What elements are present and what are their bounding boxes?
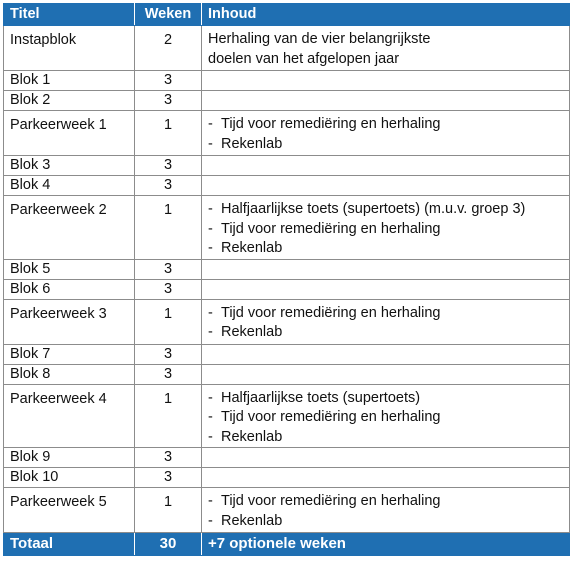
row-content	[202, 468, 570, 488]
content-text: doelen van het afgelopen jaar	[208, 50, 400, 67]
content-text: Rekenlab	[221, 240, 283, 256]
header-weeks: Weken	[135, 4, 202, 26]
content-line	[208, 135, 569, 155]
table-row	[4, 259, 570, 279]
row-weeks: 1	[135, 196, 202, 260]
row-weeks: 3	[135, 448, 202, 468]
row-content	[202, 364, 570, 384]
table-row	[4, 156, 570, 176]
table-row	[4, 448, 570, 468]
row-title: Blok 2	[4, 91, 135, 111]
row-content	[202, 71, 570, 91]
content-line	[208, 220, 569, 240]
row-content	[202, 344, 570, 364]
table-row	[4, 176, 570, 196]
content-line	[208, 389, 569, 409]
row-title: Blok 4	[4, 176, 135, 196]
bullet-marker: -	[208, 389, 213, 406]
table-row	[4, 279, 570, 299]
content-line	[208, 323, 569, 343]
row-title: Blok 9	[4, 448, 135, 468]
content-line	[208, 428, 569, 448]
content-text: Halfjaarlijkse toets (supertoets)	[221, 389, 421, 406]
total-weeks: 30	[135, 533, 202, 556]
total-extra: +7 optionele weken	[202, 533, 570, 556]
row-title: Blok 6	[4, 279, 135, 299]
row-content	[202, 156, 570, 176]
bullet-marker: -	[208, 135, 213, 152]
row-content	[202, 488, 570, 533]
row-content	[202, 448, 570, 468]
row-weeks: 3	[135, 71, 202, 91]
bullet-marker: -	[208, 304, 213, 321]
row-title: Blok 10	[4, 468, 135, 488]
table-row	[4, 384, 570, 448]
row-weeks: 3	[135, 259, 202, 279]
content-line	[208, 50, 569, 70]
table-row	[4, 91, 570, 111]
bullet-marker: -	[208, 201, 213, 217]
content-text: Rekenlab	[221, 324, 283, 340]
content-text: Tijd voor remediëring en herhaling	[221, 304, 441, 321]
content-text: Halfjaarlijkse toets (supertoets) (m.u.v. groep 3)	[221, 201, 526, 217]
content-text: Tijd voor remediëring en herhaling	[221, 220, 441, 237]
table-row	[4, 71, 570, 91]
row-weeks: 3	[135, 176, 202, 196]
row-title: Parkeerweek 2	[4, 196, 135, 260]
content-text: Rekenlab	[221, 135, 283, 152]
table-row	[4, 111, 570, 156]
row-weeks: 3	[135, 364, 202, 384]
content-text: Rekenlab	[221, 512, 283, 529]
row-content	[202, 196, 570, 260]
content-line	[208, 512, 569, 532]
bullet-marker: -	[208, 409, 213, 425]
bullet-marker: -	[208, 116, 213, 132]
bullet-marker: -	[208, 428, 213, 445]
header-title: Titel	[4, 4, 135, 26]
content-text: Tijd voor remediëring en herhaling	[221, 409, 441, 425]
bullet-marker: -	[208, 512, 213, 529]
row-title: Blok 3	[4, 156, 135, 176]
row-content	[202, 259, 570, 279]
row-content	[202, 384, 570, 448]
row-weeks: 1	[135, 111, 202, 156]
row-title: Parkeerweek 1	[4, 111, 135, 156]
content-text: Rekenlab	[221, 428, 283, 445]
header-content: Inhoud	[202, 4, 570, 26]
row-content	[202, 111, 570, 156]
total-label: Totaal	[4, 533, 135, 556]
content-line	[208, 30, 569, 50]
row-title: Instapblok	[4, 26, 135, 71]
row-title: Blok 7	[4, 344, 135, 364]
row-title: Blok 5	[4, 259, 135, 279]
bullet-marker: -	[208, 493, 213, 509]
content-line	[208, 492, 569, 512]
row-title: Parkeerweek 5	[4, 488, 135, 533]
row-weeks: 3	[135, 156, 202, 176]
table-body	[4, 26, 570, 533]
table-row	[4, 488, 570, 533]
content-text: Tijd voor remediëring en herhaling	[221, 493, 441, 509]
content-text: Herhaling van de vier belangrijkste	[208, 31, 431, 47]
row-weeks: 2	[135, 26, 202, 71]
bullet-marker: -	[208, 240, 213, 256]
row-weeks: 3	[135, 468, 202, 488]
table-row	[4, 468, 570, 488]
schedule-table	[3, 3, 570, 556]
table-row	[4, 344, 570, 364]
table-row	[4, 364, 570, 384]
table-footer	[4, 533, 570, 556]
table-header	[4, 4, 570, 26]
row-title: Blok 8	[4, 364, 135, 384]
row-weeks: 1	[135, 384, 202, 448]
row-weeks: 3	[135, 279, 202, 299]
row-content	[202, 26, 570, 71]
row-weeks: 3	[135, 344, 202, 364]
row-weeks: 1	[135, 488, 202, 533]
content-line	[208, 200, 569, 220]
row-content	[202, 299, 570, 344]
row-title: Parkeerweek 4	[4, 384, 135, 448]
table-row	[4, 196, 570, 260]
content-line	[208, 239, 569, 259]
bullet-marker: -	[208, 324, 213, 340]
content-line	[208, 408, 569, 428]
content-text: Tijd voor remediëring en herhaling	[221, 116, 441, 132]
row-content	[202, 279, 570, 299]
row-content	[202, 176, 570, 196]
content-line	[208, 304, 569, 324]
table-row	[4, 26, 570, 71]
row-weeks: 1	[135, 299, 202, 344]
row-title: Blok 1	[4, 71, 135, 91]
table-row	[4, 299, 570, 344]
content-line	[208, 115, 569, 135]
row-title: Parkeerweek 3	[4, 299, 135, 344]
row-content	[202, 91, 570, 111]
bullet-marker: -	[208, 220, 213, 237]
row-weeks: 3	[135, 91, 202, 111]
